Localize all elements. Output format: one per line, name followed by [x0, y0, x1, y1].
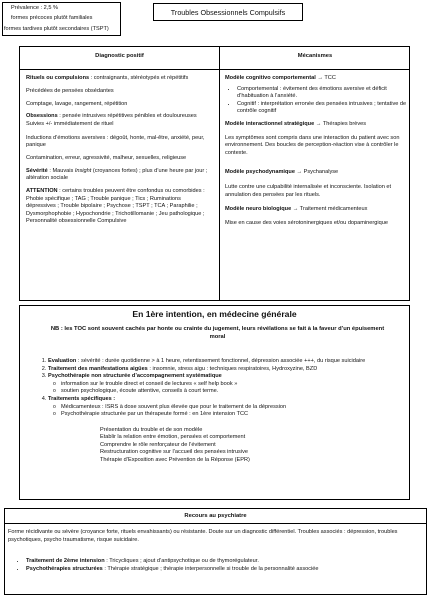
severite-paragraph: Sévérité : Mauvais Insight (croyances fortes) ; plus d’une heure par jour ; altération sociale — [26, 167, 208, 182]
psychodynamic-model-heading: Modèle psychodynamique → Psychanalyse — [225, 169, 339, 176]
tcc-step: Présentation du trouble et de son modèle — [100, 426, 203, 433]
referral-criteria: Forme récidivante ou sévère (croyance forte, rituels envahissants) ou résistante. Doute sur un diagnostic différentiel. Troubles associés : dépression, troubles psychotiques, psycho traumatisme, risque suicidaire. — [8, 529, 398, 543]
list-item: • Comportemental : évitement des émotions aversive et déficit d’habituation à l’anxiété. — [237, 86, 407, 101]
document-title: Troubles Obsessionnels Compulsifs — [153, 3, 303, 21]
interactional-model-heading: Modèle interactionnel stratégique → Thérapies brèves — [225, 120, 367, 127]
referral-treatments — [8, 557, 319, 574]
nb-note: NB : les TOC sont souvent cachés par honte ou crainte du jugement, leurs révélations se fait à la faveur d’un épuisement moral — [50, 326, 385, 341]
cognitive-model-list — [225, 86, 407, 116]
mecanismes-column — [225, 75, 407, 233]
diagnostic-column — [26, 75, 212, 231]
tcc-step: Thérapie d’Exposition avec Prévention de la Réponse (EPR) — [100, 456, 250, 463]
prevalence-early-forms: formes précoces plutôt familiales — [11, 15, 93, 21]
list-item: o Médicamenteux : ISRS à dose souvent plus élevée que pour le traitement de la dépression — [62, 404, 400, 412]
general-medicine-box — [19, 305, 410, 500]
list-item: 1. Evaluation : sévérité : durée quotidienne > à 1 heure, retentissement fonctionnel, dépression associée +++, du risque suicidaire — [48, 358, 400, 366]
interactional-model-text: Les symptômes sont compris dans une interaction du patient avec son environnement. Des boucles de perception-réaction vise à contrôler le contexte. — [225, 134, 400, 156]
list-item: • Cognitif : interprétation erronée des pensées intrusives ; tentative de contrôle cognitif — [237, 101, 407, 116]
rituels-paragraph: Rituels ou compulsions : contraignants, stéréotypés et répétitifs — [26, 75, 189, 81]
attention-paragraph: ATTENTION : certains troubles peuvent être confondus ou comorbides : Phobie spécifique ; TAG ; Trouble panique ; Tics ; Ruminations dépressives ; Trouble bipolaire ; Psychose ; TSPT ; TCA ; Paraphilie ; Dysmorphophobie ; Hypochondrie ; Trichotillomanie ; Jeu pathologique ; Personnalité obsessionnelle Compulsive — [26, 188, 205, 225]
precedes-paragraph: Précédées de pensées obsédantes — [26, 87, 114, 94]
prevalence-late-forms: formes tardives plutôt secondaires (TSPT) — [4, 26, 109, 32]
tcc-step: Restructuration cognitive sur l’accueil des pensées intrusive — [100, 449, 248, 456]
comptage-paragraph: Comptage, lavage, rangement, répétition — [26, 100, 128, 107]
list-item: • Traitement de 2ème intension : Tricycliques ; ajout d’antipsychotique ou de thymorégulateur. — [26, 557, 319, 565]
column-header-diagnostic: Diagnostic positif — [95, 53, 144, 59]
psychiatrist-referral-box — [4, 508, 427, 595]
medicine-steps — [32, 358, 400, 464]
list-item: o soutien psychologique, écoute attentive, conseils à court terme. — [62, 388, 400, 396]
inductions-paragraph: Inductions d’émotions aversives : dégoût, honte, mal-être, anxiété, peur, panique — [26, 134, 205, 149]
list-item: o information sur le trouble direct et conseil de lectures « self help book » — [62, 381, 400, 389]
obsessions-paragraph: Obsessions : pensée intrusives répétitives pénibles et douloureuses Suivies +/- immédiatement de rituel — [26, 113, 197, 127]
list-item: 2. Traitement des manifestations aigües : insomnie, stress aigu : techniques respiratoires, Hydroxyzine, BZD — [48, 366, 400, 374]
tcc-step: Etablir la relation entre émotion, pensées et comportement — [100, 434, 246, 441]
neurobiological-model-heading: Modèle neuro biologique → Traitement médicamenteux — [225, 206, 368, 213]
diagnosis-mechanisms-table — [19, 46, 410, 301]
neurobiological-model-text: Mise en cause des voies sérotoninergiques et/ou dopaminergique — [225, 219, 388, 226]
prevalence-value: Prévalence : 2,5 % — [11, 5, 58, 11]
contamination-paragraph: Contamination, erreur, agressivité, malheur, sexuelles, religieuse — [26, 154, 187, 161]
tcc-steps — [100, 427, 400, 464]
list-item: 4. Traitements spécifiques : o Médicamenteux : ISRS à dose souvent plus élevée que pour le traitement de la dépression o Psychothérapie structurée par un thérapeute formé : en 1ère intension TCC — [48, 396, 400, 419]
psychodynamic-model-text: Lutte contre une culpabilité internalisée et inconsciente. Isolation et annulation des pensées par les rituels. — [225, 183, 392, 198]
cognitive-model-heading: Modèle cognitivo comportemental → TCC — [225, 75, 336, 81]
column-header-mecanismes: Mécanismes — [297, 53, 333, 59]
prevalence-box — [2, 2, 121, 36]
list-item: • Psychothérapies structurées : Thérapie stratégique ; thérapie interpersonnelle si trouble de la personnalité associée — [26, 565, 319, 573]
tcc-step: Comprendre le rôle renforçateur de l’évitement — [100, 441, 216, 448]
list-item: o Psychothérapie structurée par un thérapeute formé : en 1ère intension TCC — [62, 411, 400, 419]
psychiatrist-referral-heading: Recours au psychiatre — [184, 513, 247, 519]
list-item: 3. Psychothérapie non structurée d’accompagnement systématique o information sur le trouble direct et conseil de lectures « self help book » o soutien psychologique, écoute attentive, conseils à court terme. — [48, 373, 400, 396]
general-medicine-heading: En 1ère intention, en médecine générale — [132, 309, 297, 319]
